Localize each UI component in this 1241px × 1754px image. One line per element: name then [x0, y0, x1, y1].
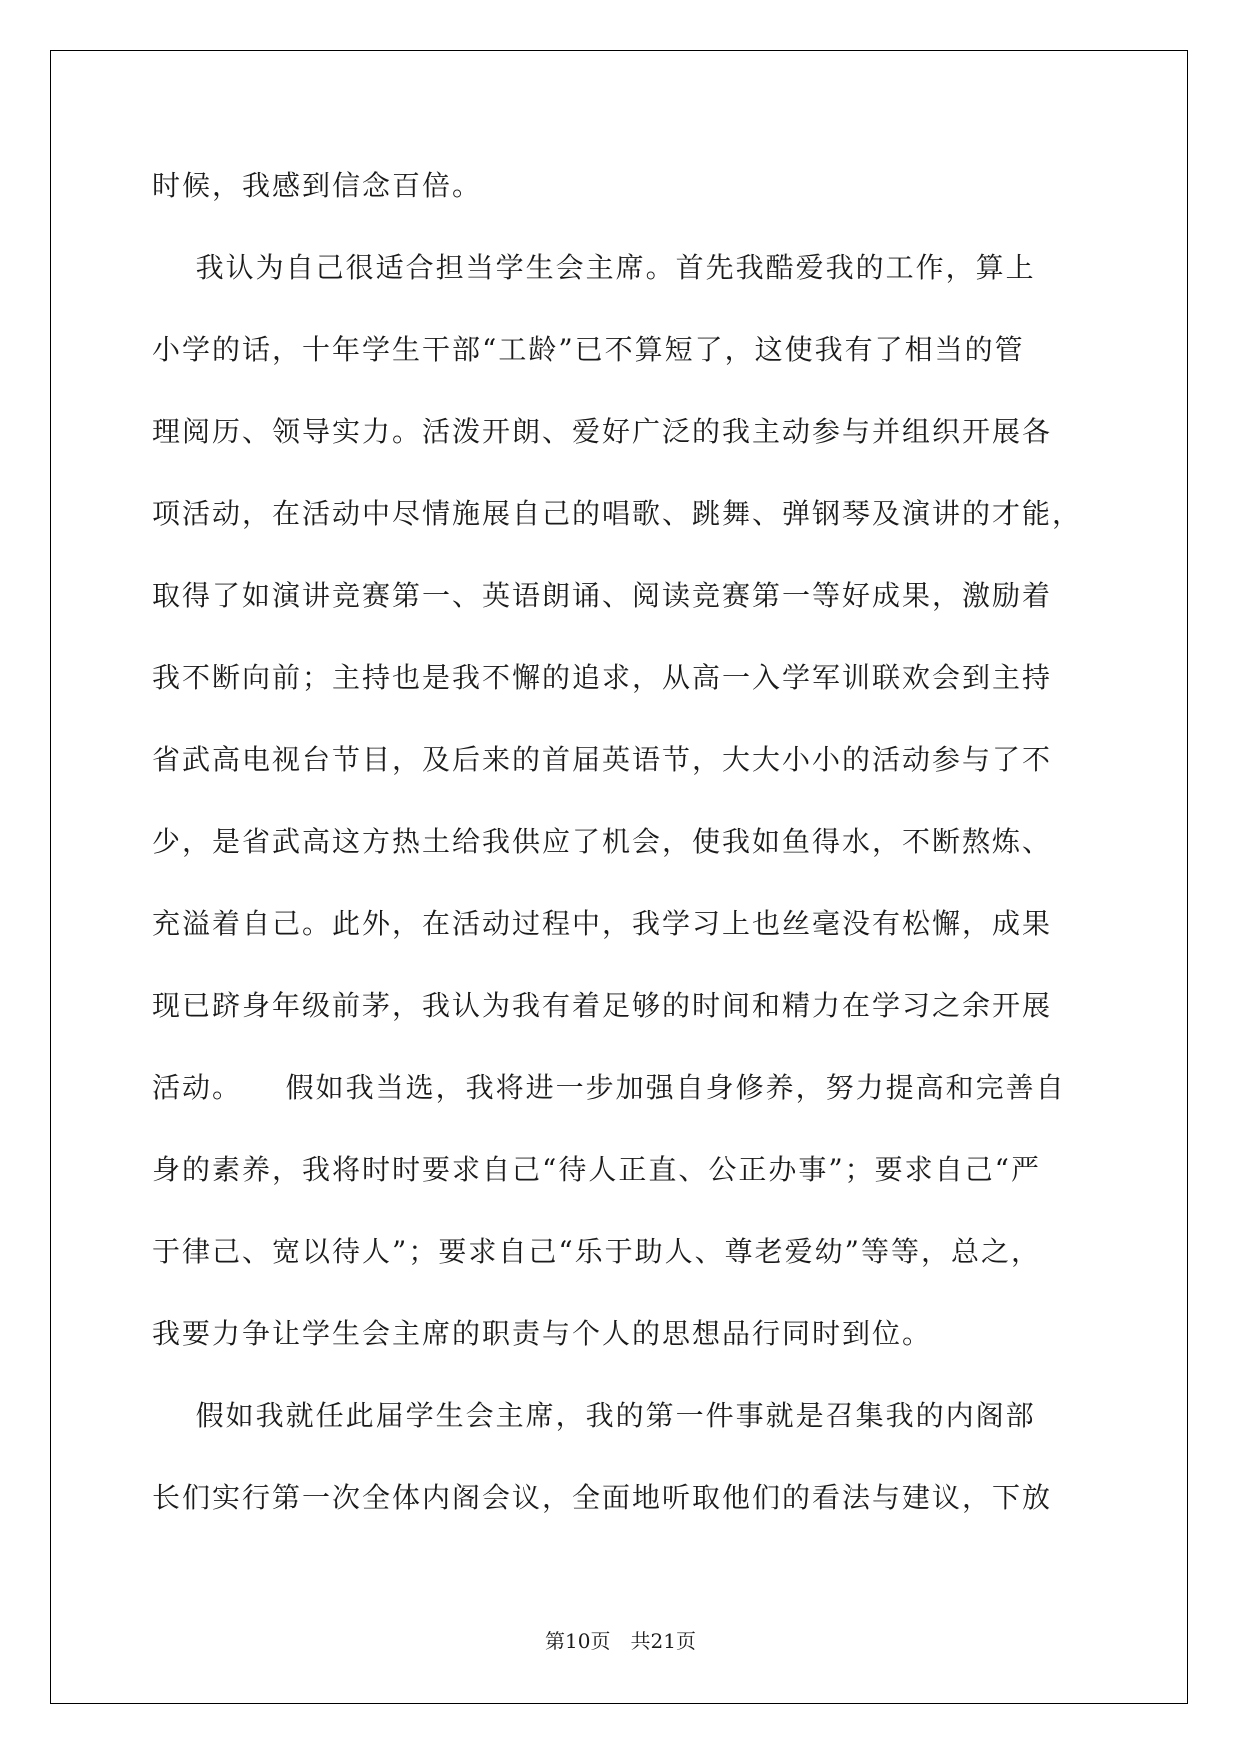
text-line: 小学的话，十年学生干部“工龄”已不算短了，这使我有了相当的管 [152, 333, 1025, 366]
text-line: 于律己、宽以待人”；要求自己“乐于助人、尊老爱幼”等等，总之， [152, 1235, 1041, 1268]
text-line: 充溢着自己。此外，在活动过程中，我学习上也丝毫没有松懈，成果 [152, 907, 1053, 940]
text-line: 我要力争让学生会主席的职责与个人的思想品行同时到位。 [152, 1317, 933, 1350]
text-line: 长们实行第一次全体内阁会议，全面地听取他们的看法与建议，下放 [152, 1481, 1053, 1514]
text-line: 假如我就任此届学生会主席，我的第一件事就是召集我的内阁部 [152, 1399, 1036, 1432]
text-line: 少，是省武高这方热土给我供应了机会，使我如鱼得水，不断熬炼、 [152, 825, 1053, 858]
page-number-footer: 第10页 共21页 [545, 1629, 696, 1653]
text-line: 我不断向前；主持也是我不懈的追求，从高一入学军训联欢会到主持 [152, 661, 1053, 694]
text-line: 省武高电视台节目，及后来的首届英语节，大大小小的活动参与了不 [152, 743, 1053, 776]
text-line: 身的素养，我将时时要求自己“待人正直、公正办事”；要求自己“严 [152, 1153, 1041, 1186]
text-line: 我认为自己很适合担当学生会主席。首先我酷爱我的工作，算上 [152, 251, 1036, 284]
text-line: 时候，我感到信念百倍。 [152, 169, 483, 202]
text-line: 项活动，在活动中尽情施展自己的唱歌、跳舞、弹钢琴及演讲的才能， [152, 497, 1083, 530]
text-line: 现已跻身年级前茅，我认为我有着足够的时间和精力在学习之余开展 [152, 989, 1053, 1022]
text-line: 取得了如演讲竞赛第一、英语朗诵、阅读竞赛第一等好成果，激励着 [152, 579, 1053, 612]
text-line: 活动。 假如我当选，我将进一步加强自身修养，努力提高和完善自 [152, 1071, 1066, 1104]
text-line: 理阅历、领导实力。活泼开朗、爱好广泛的我主动参与并组织开展各 [152, 415, 1053, 448]
document-body [152, 160, 1092, 1554]
